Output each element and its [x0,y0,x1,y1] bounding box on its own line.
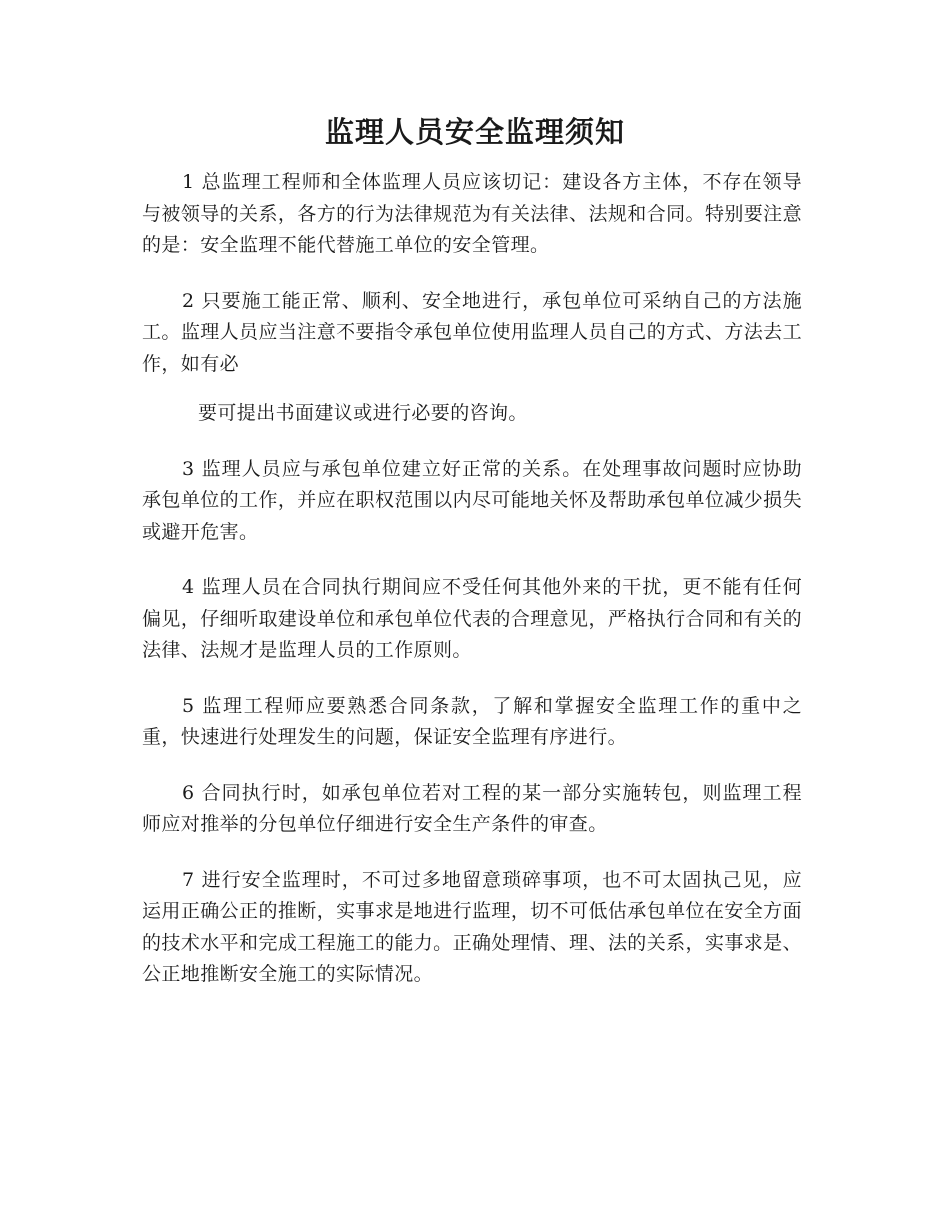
paragraph-4: 4 监理人员在合同执行期间应不受任何其他外来的干扰，更不能有任何偏见，仔细听取建设单位和承包单位代表的合理意见，严格执行合同和有关的法律、法规才是监理人员的工作原则。 [142,576,802,661]
paragraph-2: 2 只要施工能正常、顺利、安全地进行，承包单位可采纳自己的方法施工。监理人员应当注意不要指令承包单位使用监理人员自己的方式、方法去工作，如有必 [142,289,802,375]
paragraph-6: 6 合同执行时，如承包单位若对工程的某一部分实施转包，则监理工程师应对推举的分包单位仔细进行安全生产条件的审查。 [142,781,802,835]
paragraph-1: 1 总监理工程师和全体监理人员应该切记：建设各方主体，不存在领导与被领导的关系，各方的行为法律规范为有关法律、法规和合同。特别要注意的是：安全监理不能代替施工单位的安全管理。 [142,171,802,256]
paragraph-3: 3 监理人员应与承包单位建立好正常的关系。在处理事故问题时应协助承包单位的工作，并应在职权范围以内尽可能地关怀及帮助承包单位减少损失或避开危害。 [142,457,802,543]
document-body [142,167,802,1015]
paragraph-5: 5 监理工程师应要熟悉合同条款，了解和掌握安全监理工作的重中之重，快速进行处理发生的问题，保证安全监理有序进行。 [142,694,802,748]
paragraph-7: 7 进行安全监理时，不可过多地留意琐碎事项，也不可太固执己见，应运用正确公正的推断，实事求是地进行监理，切不可低估承包单位在安全方面的技术水平和完成工程施工的能力。正确处理情、理、法的关系，实事求是、公正地推断安全施工的实际情况。 [142,868,802,985]
paragraph-2-continuation: 要可提出书面建议或进行必要的咨询。 [198,402,528,424]
document-title: 监理人员安全监理须知 [324,115,625,149]
